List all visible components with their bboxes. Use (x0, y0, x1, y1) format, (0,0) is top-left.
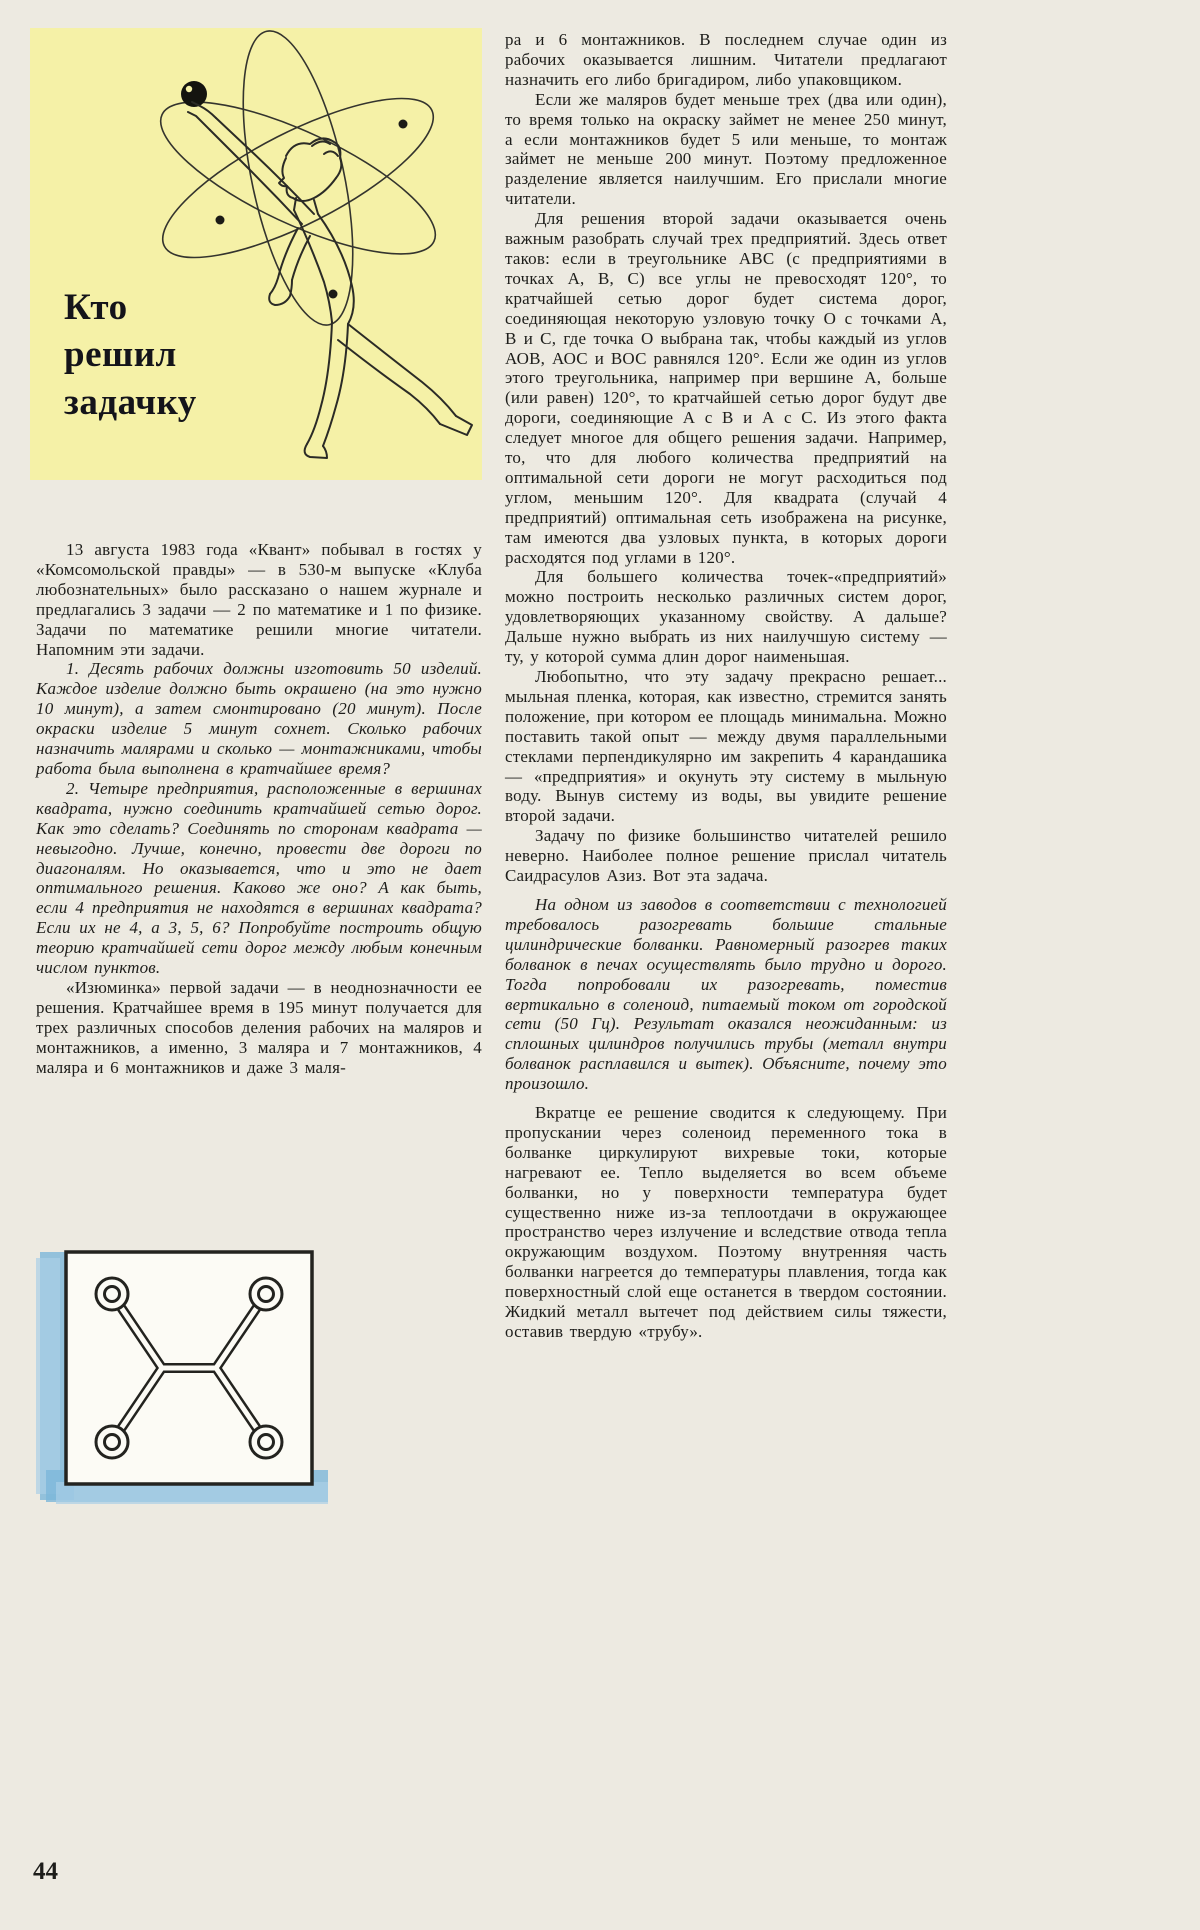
paragraph-painters: Если же маляров будет меньше трех (два или один), то время только на окраску займет не менее 250 минут, а если монтажников будет 5 или меньше, то монтаж займет не меньше 200 минут. Поэтому предложенное разделение является наилучшим. Его прислали многие читатели. (505, 89, 947, 209)
article-title (64, 284, 197, 426)
paragraph-physics-intro: Задачу по физике большинство читателей решило неверно. Наиболее полное решение прислал читатель Саидрасулов Азиз. Вот эта задача. (505, 826, 947, 886)
paragraph-intro: 13 августа 1983 года «Квант» побывал в гостях у «Комсомольской правды» — в 530-м выпуске «Клуба любознательных» было рассказано о нашем журнале и предлагались 3 задачи — 2 по математике и 1 по физике. Задачи по математике решили многие читатели. Напомним эти задачи. (36, 540, 482, 659)
left-column (36, 540, 482, 1077)
paragraph-physics-answer: Вкратце ее решение сводится к следующему. При пропускании через соленоид переменного тока в болванке циркулируют вихревые токи, которые нагревают ее. Тепло выделяется во всем объеме болванки, но у поверхности температура будет существенно ниже из-за теплоотдачи в окружающее пространство через излучение и вследствие отвода тепла окружающим воздухом. Поэтому внутренняя часть болванки нагреется до температуры плавления, тогда как поверхностный слой еще останется в твердом состоянии. Жидкий металл вытечет под действием силы тяжести, оставив твердую «трубу». (505, 1103, 947, 1341)
thrower-figure (188, 102, 472, 458)
paragraph-more-points: Для большего количества точек-«предприятий» можно построить несколько различных систем дорог, удовлетворяющих указанному свойству. А дальше? Дальше нужно выбрать из них наилучшую систему — ту, у которой сумма длин дорог наименьшая. (505, 567, 947, 667)
feature-box (30, 28, 482, 480)
paragraph-soap-film: Любопытно, что эту задачу прекрасно решает... мыльная пленка, которая, как известно, стремится занять положение, при котором ее площадь минимальна. Можно поставить такой опыт — между двумя параллельными стеклами перпендикулярно им закрепить 4 карандашика — «предприятия» и окунуть эту систему в мыльную воду. Вынув систему из воды, вы увидите решение второй задачи. (505, 667, 947, 826)
article-title-line: решил (64, 334, 177, 376)
right-column (505, 30, 947, 1342)
page-number: 44 (33, 1858, 58, 1885)
steiner-tree-figure (36, 1244, 340, 1508)
paragraph-second-task: Для решения второй задачи оказывается очень важным разобрать случай трех предприятий. Здесь ответ таков: если в треугольнике АВС (с предприятиями в точках А, В, С) все углы не превосходят 120°, то кратчайшей сетью дорог будет система дорог, соединяющая некоторую узловую точку О с точками А, В и С, где точка О выбрана так, чтобы каждый из углов АОВ, АОС и ВОС равнялся 120°. Если же один из углов этого треугольника, например при вершине А, больше (или равен) 120°, то кратчайшей сетью дорог будут две дороги, соединяющие А с В и А с С. Из этого факта следует многое для общего решения задачи. Например, то, что для любого количества предприятий на оптимальной сети дороги не могут расходиться под углом, меньшим 120°. Для квадрата (случай 4 предприятий) оптимальная сеть изображена на рисунке, там имеются два узловых пункта, в которых дороги расходятся под углами в 120°. (505, 209, 947, 567)
paragraph-task-1: 1. Десять рабочих должны изготовить 50 изделий. Каждое изделие должно быть окрашено (на это нужно 10 минут), а затем смонтировано (20 минут). После окраски изделие 5 минут сохнет. Сколько рабочих назначить малярами и сколько — монтажниками, чтобы работа была выполнена в кратчайшее время? (36, 659, 482, 778)
article-title-line: задачку (64, 381, 197, 423)
paragraph-physics-task: На одном из заводов в соответствии с технологией требовалось разогревать большие стальные цилиндрические болванки. Равномерный разогрев таких болванок в печах осуществлять было трудно и дорого. Тогда попробовали их разогревать, поместив вертикально в соленоид, питаемый током от городской сети (50 Гц). Результат оказался неожиданным: из сплошных цилиндров получились трубы (металл внутри болванок расплавился и вытек). Объясните, почему это произошло. (505, 894, 947, 1094)
steiner-tree-diagram (36, 1244, 340, 1508)
paragraph-task-2: 2. Четыре предприятия, расположенные в вершинах квадрата, нужно соединить кратчайшей сетью дорог. Как это сделать? Соединять по сторонам квадрата — невыгодно. Лучше, конечно, провести две дороги по диагоналям. Но оказывается, что и это не дает оптимального решения. Каково же оно? А как быть, если 4 предприятия не находятся в вершинах квадрата? Если их не 4, а 3, 5, 6? Попробуйте построить общую теорию кратчайшей сети дорог между любым конечным числом пунктов. (36, 778, 482, 978)
article-title-line: Кто (64, 287, 128, 328)
paragraph-continuation: ра и 6 монтажников. В последнем случае один из рабочих оказывается лишним. Читатели предлагают назначить его либо бригадиром, либо упаковщиком. (505, 30, 947, 89)
paragraph-izyuminka: «Изюминка» первой задачи — в неоднозначности ее решения. Кратчайшее время в 195 минут получается для трех различных способов деления рабочих на маляров и монтажников, а именно, 3 маляра и 7 монтажников, 4 маляра и 6 монтажников и даже 3 маля- (36, 977, 482, 1077)
